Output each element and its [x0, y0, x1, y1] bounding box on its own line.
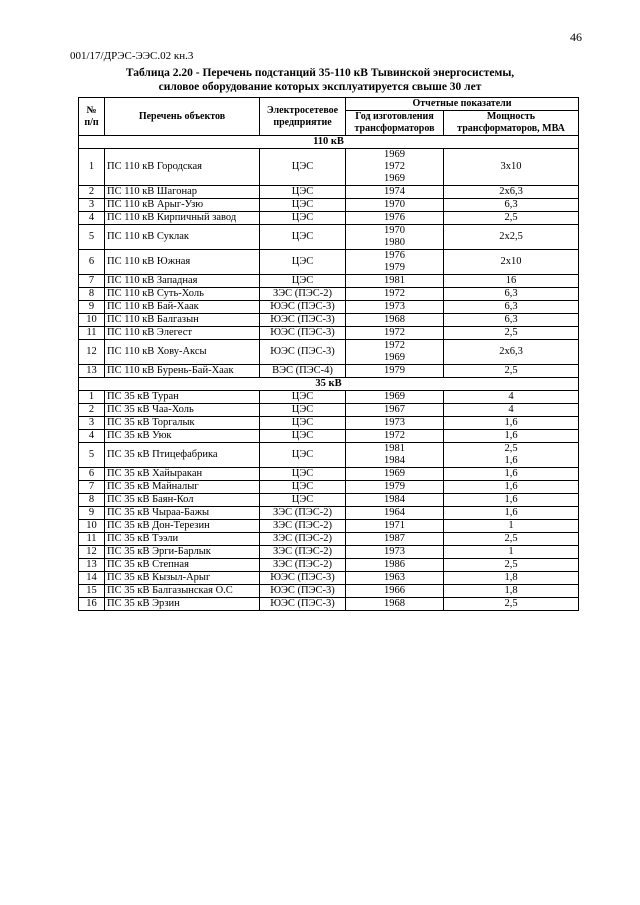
power-cell — [444, 404, 579, 417]
power-cell — [444, 327, 579, 340]
power-cell — [444, 546, 579, 559]
row-number: 14 — [79, 572, 105, 585]
enterprise: ЮЭС (ПЭС-3) — [260, 572, 346, 585]
table-row — [79, 288, 579, 301]
header-number: № п/п — [79, 98, 105, 136]
year-cell — [346, 585, 444, 598]
table-row — [79, 430, 579, 443]
year-value: 1964 — [384, 507, 405, 518]
object-name: ПС 35 кВ Балгазынская О.С — [105, 585, 260, 598]
enterprise: ЦЭС — [260, 494, 346, 507]
enterprise: ЦЭС — [260, 212, 346, 225]
row-number: 9 — [79, 507, 105, 520]
document-code: 001/17/ДРЭС-ЭЭС.02 кн.3 — [70, 50, 194, 62]
table-row — [79, 559, 579, 572]
power-cell — [444, 481, 579, 494]
object-name: ПС 35 кВ Баян-Кол — [105, 494, 260, 507]
row-number: 13 — [79, 559, 105, 572]
table-row — [79, 301, 579, 314]
table-row — [79, 199, 579, 212]
row-number: 8 — [79, 288, 105, 301]
power-cell — [444, 149, 579, 186]
object-name: ПС 35 кВ Эрги-Барлык — [105, 546, 260, 559]
power-cell — [444, 250, 579, 275]
table-row — [79, 507, 579, 520]
row-number: 9 — [79, 301, 105, 314]
table-row — [79, 546, 579, 559]
object-name: ПС 35 кВ Степная — [105, 559, 260, 572]
enterprise: ЦЭС — [260, 275, 346, 288]
object-name: ПС 110 кВ Бурень-Бай-Хаак — [105, 365, 260, 378]
power-value: 2x10 — [500, 256, 522, 267]
year-value: 1979 — [384, 481, 405, 492]
object-name: ПС 35 кВ Туран — [105, 391, 260, 404]
year-cell — [346, 314, 444, 327]
year-cell — [346, 212, 444, 225]
section-row — [79, 378, 579, 391]
object-name: ПС 35 кВ Эрзин — [105, 598, 260, 611]
power-value: 1,6 — [504, 481, 518, 492]
table-row — [79, 225, 579, 250]
year-value: 1974 — [384, 186, 405, 197]
year-value: 1981 — [384, 275, 405, 286]
table-row — [79, 314, 579, 327]
object-name: ПС 35 кВ Хайыракан — [105, 468, 260, 481]
enterprise: ЦЭС — [260, 468, 346, 481]
object-name: ПС 110 кВ Элегест — [105, 327, 260, 340]
object-name: ПС 110 кВ Шагонар — [105, 186, 260, 199]
year-value: 1980 — [384, 237, 405, 248]
table-row — [79, 520, 579, 533]
power-value: 1,6 — [504, 494, 518, 505]
year-cell — [346, 149, 444, 186]
power-value: 2,5 — [504, 443, 518, 454]
object-name: ПС 35 кВ Майналыг — [105, 481, 260, 494]
header-year: Год изготовления трансформаторов — [346, 111, 444, 136]
enterprise: ЦЭС — [260, 417, 346, 430]
table-body — [79, 136, 579, 611]
power-cell — [444, 301, 579, 314]
table-row — [79, 149, 579, 186]
row-number: 8 — [79, 494, 105, 507]
year-value: 1984 — [384, 494, 405, 505]
power-cell — [444, 391, 579, 404]
table-row — [79, 250, 579, 275]
power-value: 1,6 — [504, 430, 518, 441]
power-value: 2,5 — [504, 365, 518, 376]
table-title — [70, 66, 570, 94]
year-value: 1972 — [384, 327, 405, 338]
power-cell — [444, 443, 579, 468]
object-name: ПС 110 кВ Западная — [105, 275, 260, 288]
page-number: 46 — [570, 30, 582, 44]
year-value: 1972 — [384, 161, 405, 172]
power-value: 1,6 — [504, 417, 518, 428]
enterprise: ЗЭС (ПЭС-2) — [260, 520, 346, 533]
power-value: 1 — [508, 546, 514, 557]
header-enterprise: Электросетевое предприятие — [260, 98, 346, 136]
year-cell — [346, 417, 444, 430]
year-value: 1969 — [384, 391, 405, 402]
year-cell — [346, 340, 444, 365]
object-name: ПС 110 кВ Хову-Аксы — [105, 340, 260, 365]
table-row — [79, 572, 579, 585]
enterprise: ЮЭС (ПЭС-3) — [260, 327, 346, 340]
year-value: 1987 — [384, 533, 405, 544]
power-value: 2,5 — [504, 533, 518, 544]
table-row — [79, 212, 579, 225]
power-cell — [444, 225, 579, 250]
year-cell — [346, 468, 444, 481]
row-number: 12 — [79, 546, 105, 559]
object-name: ПС 35 кВ Уюк — [105, 430, 260, 443]
year-cell — [346, 572, 444, 585]
year-value: 1973 — [384, 546, 405, 557]
year-value: 1979 — [384, 365, 405, 376]
year-cell — [346, 404, 444, 417]
power-value: 6,3 — [504, 199, 518, 210]
row-number: 10 — [79, 520, 105, 533]
year-value: 1969 — [384, 173, 405, 184]
power-cell — [444, 468, 579, 481]
row-number: 3 — [79, 199, 105, 212]
year-cell — [346, 327, 444, 340]
table-row — [79, 468, 579, 481]
year-cell — [346, 301, 444, 314]
row-number: 16 — [79, 598, 105, 611]
substations-table — [78, 97, 579, 611]
row-number: 3 — [79, 417, 105, 430]
power-value: 2x6,3 — [499, 186, 523, 197]
year-cell — [346, 391, 444, 404]
power-value: 1,6 — [504, 468, 518, 479]
power-cell — [444, 507, 579, 520]
row-number: 10 — [79, 314, 105, 327]
enterprise: ЗЭС (ПЭС-2) — [260, 559, 346, 572]
enterprise: ЗЭС (ПЭС-2) — [260, 288, 346, 301]
row-number: 11 — [79, 327, 105, 340]
object-name: ПС 35 кВ Птицефабрика — [105, 443, 260, 468]
year-value: 1973 — [384, 301, 405, 312]
object-name: ПС 110 кВ Суть-Холь — [105, 288, 260, 301]
object-name: ПС 110 кВ Балгазын — [105, 314, 260, 327]
power-value: 2,5 — [504, 559, 518, 570]
power-value: 1,8 — [504, 572, 518, 583]
power-cell — [444, 365, 579, 378]
year-cell — [346, 288, 444, 301]
power-value: 16 — [505, 275, 517, 286]
header-object: Перечень объектов — [105, 98, 260, 136]
row-number: 6 — [79, 250, 105, 275]
year-value: 1972 — [384, 288, 405, 299]
table-row — [79, 365, 579, 378]
object-name: ПС 35 кВ Чыраа-Бажы — [105, 507, 260, 520]
year-value: 1970 — [384, 199, 405, 210]
year-value: 1969 — [384, 149, 405, 160]
power-value: 2,5 — [504, 327, 518, 338]
year-cell — [346, 443, 444, 468]
enterprise: ВЭС (ПЭС-4) — [260, 365, 346, 378]
power-value: 4 — [508, 404, 514, 415]
enterprise: ЦЭС — [260, 149, 346, 186]
year-cell — [346, 199, 444, 212]
year-cell — [346, 494, 444, 507]
year-value: 1979 — [384, 262, 405, 273]
power-cell — [444, 186, 579, 199]
power-value: 6,3 — [504, 301, 518, 312]
power-cell — [444, 417, 579, 430]
power-cell — [444, 598, 579, 611]
year-value: 1970 — [384, 225, 405, 236]
power-cell — [444, 585, 579, 598]
power-value: 3x10 — [500, 161, 522, 172]
row-number: 4 — [79, 212, 105, 225]
object-name: ПС 35 кВ Тээли — [105, 533, 260, 546]
year-value: 1968 — [384, 314, 405, 325]
row-number: 6 — [79, 468, 105, 481]
enterprise: ЮЭС (ПЭС-3) — [260, 301, 346, 314]
power-value: 6,3 — [504, 314, 518, 325]
table-row — [79, 404, 579, 417]
header-reported: Отчетные показатели — [346, 98, 579, 111]
object-name: ПС 110 кВ Бай-Хаак — [105, 301, 260, 314]
table-row — [79, 391, 579, 404]
enterprise: ЮЭС (ПЭС-3) — [260, 340, 346, 365]
power-cell — [444, 340, 579, 365]
row-number: 2 — [79, 186, 105, 199]
object-name: ПС 35 кВ Дон-Терезин — [105, 520, 260, 533]
power-cell — [444, 520, 579, 533]
power-cell — [444, 559, 579, 572]
enterprise: ЗЭС (ПЭС-2) — [260, 507, 346, 520]
row-number: 7 — [79, 275, 105, 288]
table-row — [79, 494, 579, 507]
enterprise: ЗЭС (ПЭС-2) — [260, 546, 346, 559]
year-cell — [346, 365, 444, 378]
table-row — [79, 481, 579, 494]
table-row — [79, 585, 579, 598]
power-cell — [444, 275, 579, 288]
object-name: ПС 110 кВ Арыг-Узю — [105, 199, 260, 212]
enterprise: ЮЭС (ПЭС-3) — [260, 585, 346, 598]
year-cell — [346, 533, 444, 546]
power-value: 4 — [508, 391, 514, 402]
table-row — [79, 443, 579, 468]
header-power: Мощность трансформаторов, МВА — [444, 111, 579, 136]
year-value: 1973 — [384, 417, 405, 428]
year-value: 1971 — [384, 520, 405, 531]
row-number: 12 — [79, 340, 105, 365]
enterprise: ЗЭС (ПЭС-2) — [260, 533, 346, 546]
enterprise: ЮЭС (ПЭС-3) — [260, 314, 346, 327]
power-cell — [444, 533, 579, 546]
power-value: 2x2,5 — [499, 231, 523, 242]
year-value: 1963 — [384, 572, 405, 583]
table-row — [79, 533, 579, 546]
object-name: ПС 35 кВ Чаа-Холь — [105, 404, 260, 417]
object-name: ПС 110 кВ Южная — [105, 250, 260, 275]
enterprise: ЦЭС — [260, 404, 346, 417]
enterprise: ЦЭС — [260, 430, 346, 443]
power-cell — [444, 199, 579, 212]
year-value: 1967 — [384, 404, 405, 415]
year-value: 1966 — [384, 585, 405, 596]
year-value: 1969 — [384, 352, 405, 363]
year-cell — [346, 481, 444, 494]
year-cell — [346, 598, 444, 611]
power-cell — [444, 212, 579, 225]
table-title-line-1: Таблица 2.20 - Перечень подстанций 35-110 кВ Тывинской энергосистемы, — [125, 67, 515, 79]
year-value: 1981 — [384, 443, 405, 454]
year-value: 1986 — [384, 559, 405, 570]
power-value: 2,5 — [504, 598, 518, 609]
year-cell — [346, 507, 444, 520]
row-number: 11 — [79, 533, 105, 546]
power-value: 1,6 — [504, 455, 518, 466]
year-cell — [346, 520, 444, 533]
year-cell — [346, 430, 444, 443]
row-number: 15 — [79, 585, 105, 598]
power-value: 2,5 — [504, 212, 518, 223]
year-value: 1972 — [384, 430, 405, 441]
year-value: 1976 — [384, 250, 405, 261]
power-cell — [444, 430, 579, 443]
year-cell — [346, 250, 444, 275]
year-value: 1976 — [384, 212, 405, 223]
enterprise: ЦЭС — [260, 186, 346, 199]
enterprise: ЦЭС — [260, 391, 346, 404]
year-cell — [346, 186, 444, 199]
enterprise: ЦЭС — [260, 443, 346, 468]
object-name: ПС 110 кВ Кирпичный завод — [105, 212, 260, 225]
enterprise: ЦЭС — [260, 250, 346, 275]
row-number: 13 — [79, 365, 105, 378]
object-name: ПС 110 кВ Городская — [105, 149, 260, 186]
enterprise: ЦЭС — [260, 199, 346, 212]
section-row — [79, 136, 579, 149]
enterprise: ЦЭС — [260, 481, 346, 494]
row-number: 4 — [79, 430, 105, 443]
power-cell — [444, 494, 579, 507]
year-value: 1968 — [384, 598, 405, 609]
object-name: ПС 110 кВ Суклак — [105, 225, 260, 250]
enterprise: ЮЭС (ПЭС-3) — [260, 598, 346, 611]
power-value: 1,8 — [504, 585, 518, 596]
object-name: ПС 35 кВ Кызыл-Арыг — [105, 572, 260, 585]
row-number: 5 — [79, 443, 105, 468]
power-value: 6,3 — [504, 288, 518, 299]
table-row — [79, 598, 579, 611]
year-value: 1972 — [384, 340, 405, 351]
section-label: 35 кВ — [79, 378, 579, 391]
row-number: 7 — [79, 481, 105, 494]
power-cell — [444, 314, 579, 327]
section-label: 110 кВ — [79, 136, 579, 149]
table-title-line-2: силовое оборудование которых эксплуатируется свыше 30 лет — [158, 81, 482, 93]
year-cell — [346, 275, 444, 288]
power-cell — [444, 572, 579, 585]
table-row — [79, 327, 579, 340]
power-value: 1 — [508, 520, 514, 531]
power-value: 1,6 — [504, 507, 518, 518]
row-number: 5 — [79, 225, 105, 250]
table-row — [79, 275, 579, 288]
table-row — [79, 186, 579, 199]
table-row — [79, 417, 579, 430]
row-number: 1 — [79, 149, 105, 186]
enterprise: ЦЭС — [260, 225, 346, 250]
row-number: 2 — [79, 404, 105, 417]
power-cell — [444, 288, 579, 301]
year-cell — [346, 546, 444, 559]
year-value: 1984 — [384, 455, 405, 466]
year-cell — [346, 559, 444, 572]
power-value: 2x6,3 — [499, 346, 523, 357]
table-row — [79, 340, 579, 365]
object-name: ПС 35 кВ Торгалык — [105, 417, 260, 430]
year-cell — [346, 225, 444, 250]
year-value: 1969 — [384, 468, 405, 479]
row-number: 1 — [79, 391, 105, 404]
